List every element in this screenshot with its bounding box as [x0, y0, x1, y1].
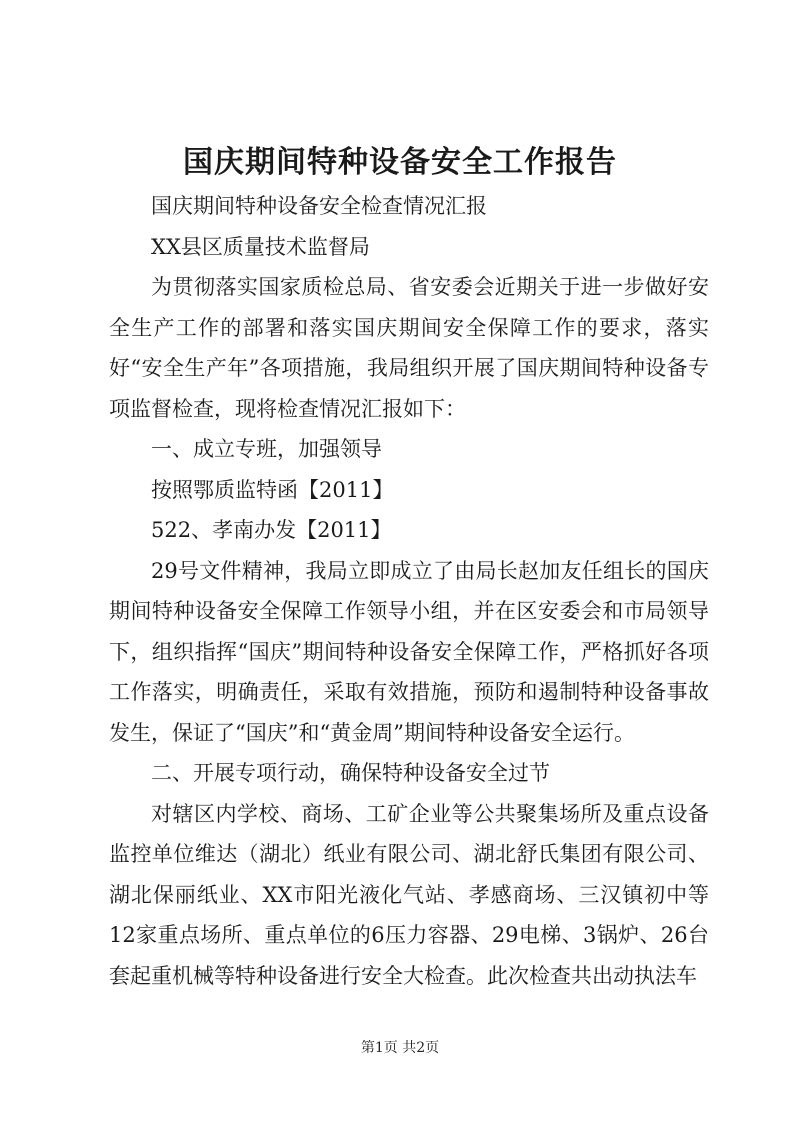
report-subtitle: 国庆期间特种设备安全检查情况汇报	[151, 194, 487, 218]
document-title: 国庆期间特种设备安全工作报告	[183, 145, 617, 180]
section-1-paragraph: 29号文件精神，我局立即成立了由局长赵加友任组长的国庆期间特种设备安全保障工作领导小组，并在区安委会和市局领导下，组织指挥“国庆”期间特种设备安全保障工作，严格抓好各项工作落实，明确责任，采取有效措施，预防和遏制特种设备事故发生，保证了“国庆”和“黄金周”期间特种设备安全运行。	[109, 558, 709, 745]
section-heading-1: 一、成立专班，加强领导	[151, 437, 382, 461]
reference-line-1: 按照鄂质监特函【2011】	[151, 477, 394, 502]
intro-paragraph: 为贯彻落实国家质检总局、省安委会近期关于进一步做好安全生产工作的部署和落实国庆期间安全保障工作的要求，落实好“安全生产年”各项措施，我局组织开展了国庆期间特种设备专项监督检查，现将检查情况汇报如下：	[109, 275, 709, 421]
document-body	[109, 186, 709, 996]
section-heading-2: 二、开展专项行动，确保特种设备安全过节	[151, 761, 550, 785]
reference-line-2: 522、孝南办发【2011】	[151, 518, 392, 542]
section-2-paragraph: 对辖区内学校、商场、工矿企业等公共聚集场所及重点设备监控单位维达（湖北）纸业有限公司、湖北舒氏集团有限公司、湖北保丽纸业、XX市阳光液化气站、孝感商场、三汉镇初中等12家重点场所、重点单位的6压力容器、29电梯、3锅炉、26台套起重机械等特种设备进行安全大检查。此次检查共出动执法车	[109, 801, 709, 988]
issuing-agency: XX县区质量技术监督局	[151, 234, 370, 259]
page-footer: 第1页 共2页	[360, 1040, 440, 1056]
